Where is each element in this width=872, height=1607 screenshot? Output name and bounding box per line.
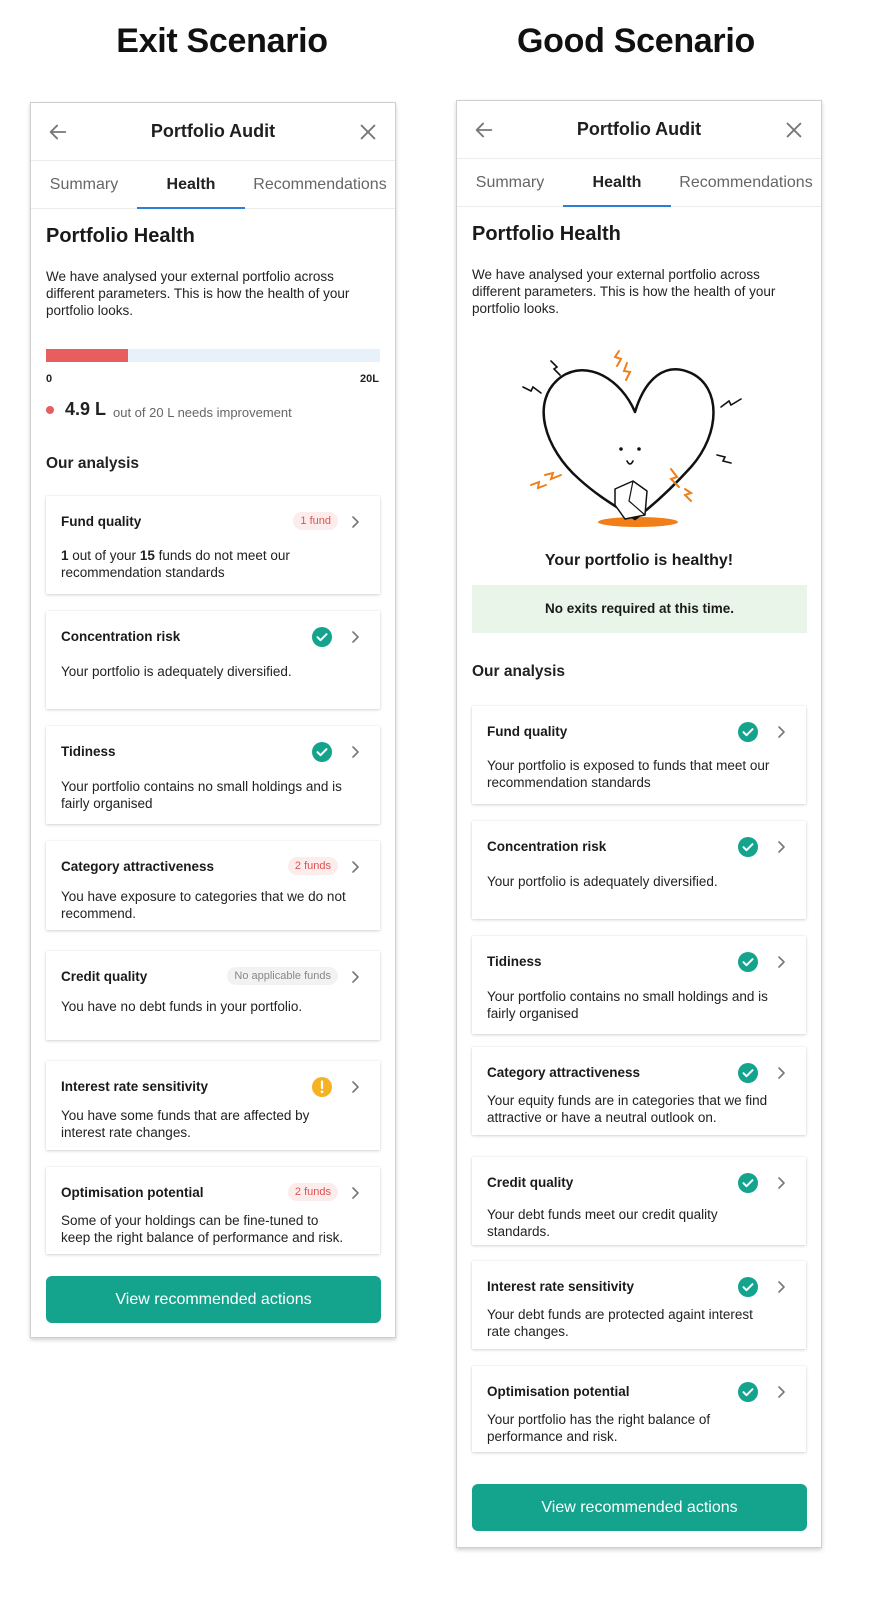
chevron-right-icon[interactable] (350, 970, 362, 984)
check-circle-icon (738, 1277, 758, 1297)
check-circle-icon (312, 742, 332, 762)
chevron-right-icon[interactable] (350, 630, 362, 644)
exit-scenario-screen (30, 102, 396, 1338)
analysis-card-interest-rate-sensitivity[interactable] (472, 1261, 806, 1349)
happy-heart-illustration (509, 339, 769, 539)
card-description: You have some funds that are affected by interest rate changes. (61, 1108, 310, 1140)
exit-scenario-heading: Exit Scenario (116, 22, 328, 60)
tab-recommendations[interactable]: Recommendations (679, 174, 813, 191)
card-title: Credit quality (487, 1175, 574, 1190)
card-description: Your portfolio contains no small holdings and is fairly organised (487, 989, 768, 1021)
card-title: Optimisation potential (487, 1384, 630, 1399)
app-bar (31, 103, 395, 161)
check-circle-icon (738, 1382, 758, 1402)
section-description: We have analysed your external portfolio across different parameters. This is how the health of your portfolio looks. (46, 269, 350, 318)
card-title: Interest rate sensitivity (61, 1079, 209, 1094)
analysis-card-credit-quality[interactable] (472, 1157, 806, 1245)
analysis-card-credit-quality[interactable] (46, 951, 380, 1040)
status-badge: 2 funds (288, 1183, 338, 1201)
card-description: Your portfolio is exposed to funds that meet our recommendation standards (487, 758, 770, 790)
analysis-heading: Our analysis (46, 455, 140, 472)
status-badge: 1 fund (293, 512, 338, 530)
warning-icon (312, 1077, 332, 1097)
progress-min-label: 0 (46, 373, 53, 385)
chevron-right-icon[interactable] (776, 1385, 788, 1399)
tab-health[interactable]: Health (563, 159, 671, 207)
chevron-right-icon[interactable] (350, 860, 362, 874)
improvement-amount: 4.9 L (65, 399, 107, 419)
progress-max-label: 20L (360, 373, 379, 385)
status-badge: 2 funds (288, 857, 338, 875)
analysis-card-concentration-risk[interactable] (472, 821, 806, 919)
card-title: Fund quality (487, 724, 568, 739)
card-description: Your equity funds are in categories that we find attractive or have a neutral outlook on. (487, 1093, 768, 1125)
no-exits-notice: No exits required at this time. (472, 585, 807, 633)
card-title: Category attractiveness (61, 859, 215, 874)
good-scenario-heading: Good Scenario (517, 22, 755, 60)
analysis-card-fund-quality[interactable] (472, 706, 806, 804)
tab-summary[interactable]: Summary (49, 176, 119, 193)
chevron-right-icon[interactable] (776, 840, 788, 854)
card-description: You have no debt funds in your portfolio. (61, 999, 303, 1014)
analysis-card-category-attractiveness[interactable] (46, 841, 380, 930)
improvement-text: out of 20 L needs improvement (113, 405, 292, 420)
tab-summary[interactable]: Summary (475, 174, 545, 191)
analysis-card-tidiness[interactable] (472, 936, 806, 1034)
check-circle-icon (738, 722, 758, 742)
card-title: Concentration risk (487, 839, 607, 854)
analysis-card-optimisation-potential[interactable] (46, 1167, 380, 1254)
card-description: Your portfolio has the right balance of performance and risk. (487, 1412, 711, 1444)
card-title: Optimisation potential (61, 1185, 204, 1200)
card-description: Your portfolio is adequately diversified. (487, 874, 718, 889)
chevron-right-icon[interactable] (776, 1176, 788, 1190)
good-scenario-screen (456, 100, 822, 1548)
check-circle-icon (738, 1173, 758, 1193)
page-title: Portfolio Audit (150, 121, 276, 141)
analysis-card-interest-rate-sensitivity[interactable] (46, 1061, 380, 1150)
view-recommended-actions-button[interactable]: View recommended actions (46, 1276, 381, 1323)
card-title: Category attractiveness (487, 1065, 641, 1080)
page-title: Portfolio Audit (576, 119, 702, 139)
tab-bar (31, 161, 395, 209)
close-icon[interactable] (357, 121, 379, 143)
chevron-right-icon[interactable] (776, 1280, 788, 1294)
card-description: Some of your holdings can be fine-tuned to keep the right balance of performance and risk. (61, 1213, 344, 1245)
chevron-right-icon[interactable] (350, 745, 362, 759)
app-bar (457, 101, 821, 159)
section-description: We have analysed your external portfolio across different parameters. This is how the health of your portfolio looks. (472, 267, 776, 316)
health-progress-fill (46, 349, 128, 362)
analysis-heading: Our analysis (472, 663, 566, 680)
card-title: Credit quality (61, 969, 148, 984)
tab-health[interactable]: Health (137, 161, 245, 209)
card-title: Concentration risk (61, 629, 181, 644)
analysis-card-fund-quality[interactable] (46, 496, 380, 594)
tab-recommendations[interactable]: Recommendations (253, 176, 387, 193)
close-icon[interactable] (783, 119, 805, 141)
chevron-right-icon[interactable] (776, 1066, 788, 1080)
card-description: Your debt funds are protected againt interest rate changes. (487, 1307, 753, 1339)
check-circle-icon (738, 837, 758, 857)
chevron-right-icon[interactable] (776, 955, 788, 969)
card-description: Your portfolio is adequately diversified. (61, 664, 292, 679)
status-badge: No applicable funds (227, 967, 338, 985)
status-dot (46, 406, 54, 414)
card-title: Interest rate sensitivity (487, 1279, 635, 1294)
chevron-right-icon[interactable] (350, 515, 362, 529)
desc-text: out of your (68, 548, 140, 563)
card-title: Tidiness (61, 744, 116, 759)
card-title: Fund quality (61, 514, 142, 529)
analysis-card-tidiness[interactable] (46, 726, 380, 824)
chevron-right-icon[interactable] (350, 1080, 362, 1094)
chevron-right-icon[interactable] (350, 1186, 362, 1200)
health-status-text: Your portfolio is healthy! (544, 552, 734, 569)
fund-count-total: 15 (139, 548, 155, 563)
check-circle-icon (312, 627, 332, 647)
analysis-card-concentration-risk[interactable] (46, 611, 380, 709)
check-circle-icon (738, 1063, 758, 1083)
health-progress-bar (46, 349, 380, 362)
card-description: Your debt funds meet our credit quality standards. (487, 1207, 718, 1239)
fund-count-failing: 1 (61, 548, 69, 563)
check-circle-icon (738, 952, 758, 972)
card-description: You have exposure to categories that we do not recommend. (61, 889, 346, 921)
desc-text: funds do not meet our recommendation standards (61, 548, 290, 580)
card-title: Tidiness (487, 954, 542, 969)
tab-bar (457, 159, 821, 207)
view-recommended-actions-button[interactable]: View recommended actions (472, 1484, 807, 1531)
analysis-card-optimisation-potential[interactable] (472, 1366, 806, 1452)
card-description (61, 547, 351, 581)
card-description: Your portfolio contains no small holdings and is fairly organised (61, 779, 342, 811)
section-heading: Portfolio Health (46, 225, 195, 247)
chevron-right-icon[interactable] (776, 725, 788, 739)
analysis-card-category-attractiveness[interactable] (472, 1047, 806, 1135)
section-heading: Portfolio Health (472, 223, 621, 245)
